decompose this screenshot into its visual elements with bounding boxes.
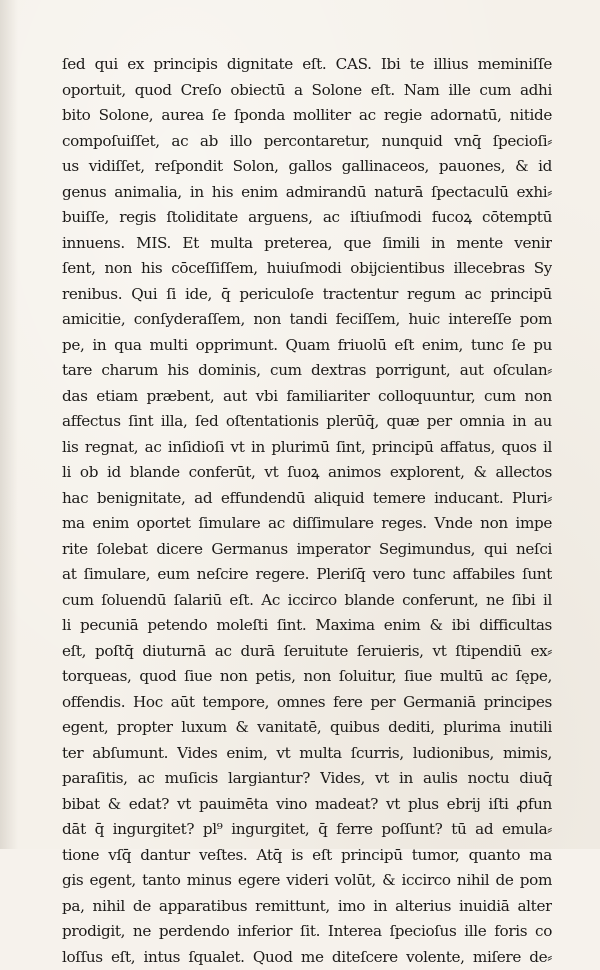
text-line-11: amicitie, conſyderaſſem, non tandi feciſſem, huic intereſſe pom	[62, 307, 552, 333]
text-line-28: ter abſumunt. Vides enim, vt multa ſcurris, ludionibus, mimis,	[62, 741, 552, 767]
text-line-12: pe, in qua multi opprimunt. Quam friuolū eſt enim, tunc ſe pu	[62, 333, 552, 359]
text-line-33: gis egent, tanto minus egere videri volūt, & iccirco nihil de pom	[62, 868, 552, 894]
text-line-25: torqueas, quod ſiue non petis, non ſoluitur, ſiue multū ac ſępe,	[62, 664, 552, 690]
text-line-27: egent, propter luxum & vanitatē, quibus dediti, plurima inutili	[62, 715, 552, 741]
text-line-19: ma enim oportet ſimulare ac diſſimulare reges. Vnde non impe	[62, 511, 552, 537]
text-line-2: oportuit, quod Creſo obiectū a Solone eſt. Nam ille cum adhi	[62, 78, 552, 104]
text-line-3: bito Solone, aurea ſe ſponda molliter ac regie adornatū, nitide	[62, 103, 552, 129]
text-line-15: affectus ſint illa, ſed oſtentationis plerūq̄, quæ per omnia in au	[62, 409, 552, 435]
text-line-24: eſt, poſtq̄ diuturnā ac durā ſeruitute ſeruieris, vt ſtipendiū ex⸗	[62, 639, 552, 665]
text-line-8: innuens. MIS. Et multa preterea, que ſimili in mente venir	[62, 231, 552, 257]
text-line-5: us vidiſſet, reſpondit Solon, gallos gallinaceos, pauones, & id	[62, 154, 552, 180]
text-block	[62, 52, 552, 970]
text-line-23: li pecuniā petendo moleſti ſint. Maxima enim & ibi difficultas	[62, 613, 552, 639]
text-line-20: rite ſolebat dicere Germanus imperator Segimundus, qui neſci	[62, 537, 552, 563]
binding-shadow	[0, 0, 18, 849]
text-line-17: li ob id blande conferūt, vt ſuoꝝ animos explorent, & allectos	[62, 460, 552, 486]
text-line-32: tione vſq̄ dantur veſtes. Atq̄ is eſt principū tumor, quanto ma	[62, 843, 552, 869]
text-line-14: das etiam præbent, aut vbi familiariter colloquuntur, cum non	[62, 384, 552, 410]
text-line-10: renibus. Qui ſi ide, q̄ periculoſe tractentur regum ac principū	[62, 282, 552, 308]
text-line-21: at ſimulare, eum neſcire regere. Pleriſq̄ vero tunc affabiles ſunt	[62, 562, 552, 588]
text-line-34: pa, nihil de apparatibus remittunt, imo in alterius inuidiā alter	[62, 894, 552, 920]
text-line-9: ſent, non his cōceſſiſſem, huiuſmodi obijcientibus illecebras Sy	[62, 256, 552, 282]
text-line-30: bibat & edat? vt pauimēta vino madeat? vt plus ebrij iſti ꝓfun	[62, 792, 552, 818]
text-line-18: hac benignitate, ad effundendū aliquid temere inducant. Pluri⸗	[62, 486, 552, 512]
text-line-22: cum ſoluendū ſalariū eſt. Ac iccirco blande conferunt, ne ſibi il	[62, 588, 552, 614]
text-line-6: genus animalia, in his enim admirandū naturā ſpectaculū exhi⸗	[62, 180, 552, 206]
text-line-16: lis regnat, ac inſidioſi vt in plurimū ſint, principū affatus, quos il	[62, 435, 552, 461]
text-line-35: prodigit, ne perdendo inferior ſit. Interea ſpecioſus ille foris co	[62, 919, 552, 945]
text-line-26: offendis. Hoc aūt tempore, omnes fere per Germaniā principes	[62, 690, 552, 716]
text-line-29: paraſitis, ac muſicis largiantur? Vides, vt in aulis noctu diuq̄	[62, 766, 552, 792]
text-line-1: ſed qui ex principis dignitate eſt. CAS. Ibi te illius meminiſſe	[62, 52, 552, 78]
text-line-7: buiſſe, regis ſtoliditate arguens, ac iſtiuſmodi fucoꝝ cōtemptū	[62, 205, 552, 231]
text-line-13: tare charum his dominis, cum dextras porrigunt, aut oſculan⸗	[62, 358, 552, 384]
text-line-36: loſſus eſt, intus ſqualet. Quod me diteſcere volente, miſere de⸗	[62, 945, 552, 970]
text-line-4: compoſuiſſet, ac ab illo percontaretur, nunquid vnq̄ ſpecioſi⸗	[62, 129, 552, 155]
text-line-31: dāt q̄ ingurgitet? pl⁹ ingurgitet, q̄ ferre poſſunt? tū ad emula⸗	[62, 817, 552, 843]
